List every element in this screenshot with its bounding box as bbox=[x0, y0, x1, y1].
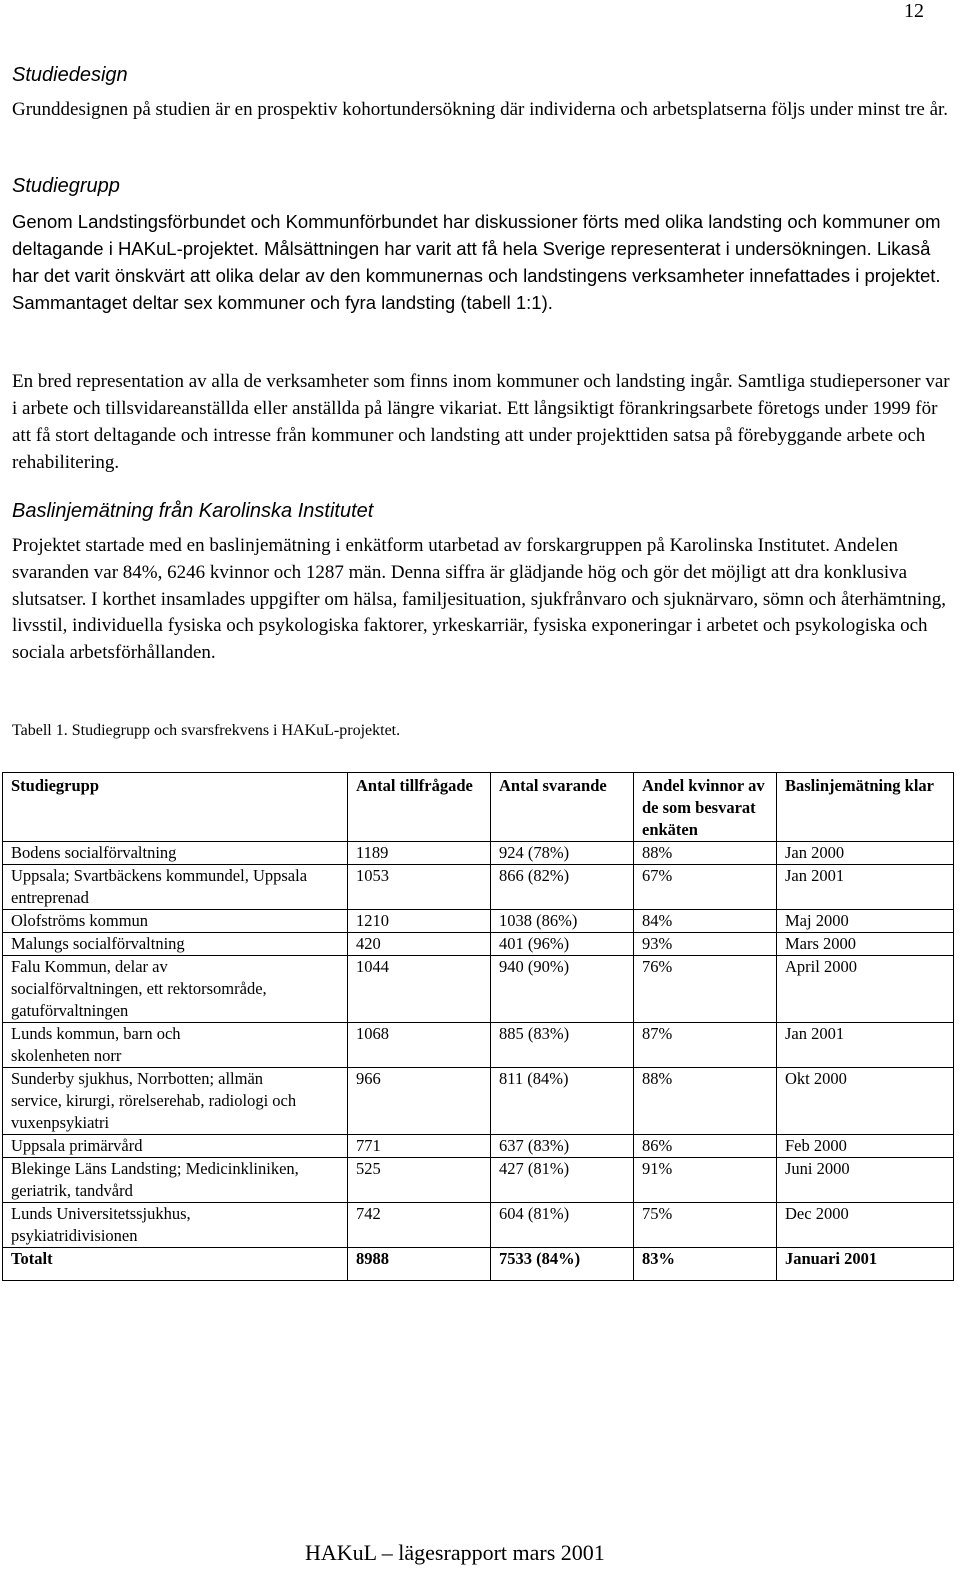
table-cell: 87% bbox=[634, 1023, 777, 1068]
table-cell: Juni 2000 bbox=[777, 1158, 954, 1203]
page-number: 12 bbox=[904, 0, 924, 22]
table-cell: 1189 bbox=[348, 842, 491, 865]
table-cell: Januari 2001 bbox=[777, 1248, 954, 1281]
table-cell: Jan 2001 bbox=[777, 1023, 954, 1068]
table-cell: 1044 bbox=[348, 956, 491, 1023]
table-cell: 75% bbox=[634, 1203, 777, 1248]
heading-studiedesign: Studiedesign bbox=[12, 64, 128, 86]
table-row bbox=[3, 1158, 954, 1203]
table-row bbox=[3, 1203, 954, 1248]
table-cell: 88% bbox=[634, 842, 777, 865]
table-cell: Okt 2000 bbox=[777, 1068, 954, 1135]
header-cell: Antal tillfrågade bbox=[348, 773, 491, 842]
header-cell: Baslinjemätning klar bbox=[777, 773, 954, 842]
table-cell: 604 (81%) bbox=[491, 1203, 634, 1248]
table-cell: Lunds kommun, barn och skolenheten norr bbox=[3, 1023, 348, 1068]
table-cell: 940 (90%) bbox=[491, 956, 634, 1023]
table-row bbox=[3, 933, 954, 956]
table-cell: Lunds Universitetssjukhus, psykiatridivisionen bbox=[3, 1203, 348, 1248]
table-cell: 8988 bbox=[348, 1248, 491, 1281]
table-cell: 93% bbox=[634, 933, 777, 956]
table-row bbox=[3, 1135, 954, 1158]
table-cell: 771 bbox=[348, 1135, 491, 1158]
table-row bbox=[3, 865, 954, 910]
table-caption: Tabell 1. Studiegrupp och svarsfrekvens i HAKuL-projektet. bbox=[12, 722, 401, 739]
table-cell: Falu Kommun, delar av socialförvaltningen, ett rektorsområde, gatuförvaltningen bbox=[3, 956, 348, 1023]
table-cell: 1038 (86%) bbox=[491, 910, 634, 933]
header-cell: Studiegrupp bbox=[3, 773, 348, 842]
page-footer: HAKuL – lägesrapport mars 2001 bbox=[305, 1540, 605, 1565]
table-cell: Malungs socialförvaltning bbox=[3, 933, 348, 956]
table-cell: Totalt bbox=[3, 1248, 348, 1281]
table-cell: 83% bbox=[634, 1248, 777, 1281]
table-cell: 7533 (84%) bbox=[491, 1248, 634, 1281]
table-cell: 885 (83%) bbox=[491, 1023, 634, 1068]
table-cell: 924 (78%) bbox=[491, 842, 634, 865]
table-cell: 67% bbox=[634, 865, 777, 910]
table-total-row bbox=[3, 1248, 954, 1281]
table-cell: 401 (96%) bbox=[491, 933, 634, 956]
paragraph-studiedesign: Grunddesignen på studien är en prospektiv kohortundersökning där individerna och arbetsplatserna följs under minst tre år. bbox=[12, 99, 949, 120]
table-cell: Uppsala; Svartbäckens kommundel, Uppsala entreprenad bbox=[3, 865, 348, 910]
table-cell: Maj 2000 bbox=[777, 910, 954, 933]
table-cell: 1210 bbox=[348, 910, 491, 933]
header-cell: Antal svarande bbox=[491, 773, 634, 842]
table-cell: 637 (83%) bbox=[491, 1135, 634, 1158]
table-cell: April 2000 bbox=[777, 956, 954, 1023]
paragraph-representation: En bred representation av alla de verksamheter som finns inom kommuner och landsting ingår. Samtliga studiepersoner var i arbete och tillsvidareanställda eller anställda på längre vikariat. Ett långsiktigt förankringsarbete företogs under 1999 för att få stort deltagande och intresse från kommuner och landsting att under projekttiden satsa på förebyggande arbete och rehabilitering. bbox=[12, 371, 950, 473]
table-cell: Jan 2000 bbox=[777, 842, 954, 865]
table-row bbox=[3, 910, 954, 933]
heading-studiegrupp: Studiegrupp bbox=[12, 175, 120, 197]
table-cell: 1053 bbox=[348, 865, 491, 910]
table-row bbox=[3, 1023, 954, 1068]
heading-baslinjematning: Baslinjemätning från Karolinska Institutet bbox=[12, 500, 374, 522]
table-cell: Dec 2000 bbox=[777, 1203, 954, 1248]
table-cell: 84% bbox=[634, 910, 777, 933]
table-cell: Bodens socialförvaltning bbox=[3, 842, 348, 865]
table-cell: 91% bbox=[634, 1158, 777, 1203]
table-cell: Blekinge Läns Landsting; Medicinkliniken, geriatrik, tandvård bbox=[3, 1158, 348, 1203]
table-row bbox=[3, 956, 954, 1023]
table-cell: Sunderby sjukhus, Norrbotten; allmän service, kirurgi, rörelserehab, radiologi och vuxenpsykiatri bbox=[3, 1068, 348, 1135]
table-cell: Olofströms kommun bbox=[3, 910, 348, 933]
table-cell: Uppsala primärvård bbox=[3, 1135, 348, 1158]
table-row bbox=[3, 842, 954, 865]
table-cell: 811 (84%) bbox=[491, 1068, 634, 1135]
table-cell: 742 bbox=[348, 1203, 491, 1248]
table-cell: Jan 2001 bbox=[777, 865, 954, 910]
study-group-table bbox=[2, 772, 954, 1281]
table-cell: 525 bbox=[348, 1158, 491, 1203]
header-cell: Andel kvinnor av de som besvarat enkäten bbox=[634, 773, 777, 842]
table-row bbox=[3, 1068, 954, 1135]
table-header-row bbox=[3, 773, 954, 842]
table-cell: Mars 2000 bbox=[777, 933, 954, 956]
paragraph-baslinjematning: Projektet startade med en baslinjemätning i enkätform utarbetad av forskargruppen på Karolinska Institutet. Andelen svaranden var 84%, 6246 kvinnor och 1287 män. Denna siffra är glädjande hög och gör det möjligt att dra konklusiva slutsatser. I korthet insamlades uppgifter om hälsa, familjesituation, sjukfrånvaro och sjuknärvaro, sömn och återhämtning, livsstil, individuella fysiska och psykologiska faktorer, yrkeskarriär, fysiska exponeringar i arbetet och psykologiska och sociala arbetsförhållanden. bbox=[12, 535, 946, 664]
table-cell: 420 bbox=[348, 933, 491, 956]
table-cell: 88% bbox=[634, 1068, 777, 1135]
table-cell: 1068 bbox=[348, 1023, 491, 1068]
table-cell: 427 (81%) bbox=[491, 1158, 634, 1203]
table-cell: 966 bbox=[348, 1068, 491, 1135]
table-cell: 866 (82%) bbox=[491, 865, 634, 910]
table-cell: 76% bbox=[634, 956, 777, 1023]
paragraph-studiegrupp: Genom Landstingsförbundet och Kommunförbundet har diskussioner förts med olika landsting och kommuner om deltagande i HAKuL-projektet. Målsättningen har varit att få hela Sverige representerat i undersökningen. Likaså har det varit önskvärt att olika delar av den kommunernas och landstingens verksamheter innefattades i projektet. Sammantaget deltar sex kommuner och fyra landsting (tabell 1:1). bbox=[12, 211, 941, 313]
table-cell: Feb 2000 bbox=[777, 1135, 954, 1158]
table-cell: 86% bbox=[634, 1135, 777, 1158]
